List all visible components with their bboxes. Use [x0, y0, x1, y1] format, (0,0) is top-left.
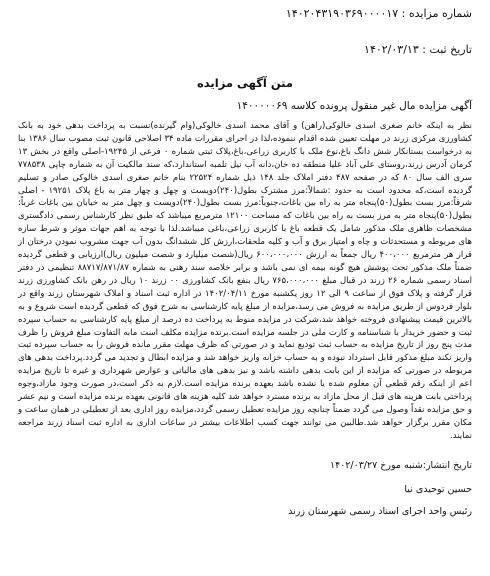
notice-subject: آگهی مزایده مال غیر منقول پرونده کلاسه ۱۴۰۰۰۰۰۶۹: [236, 100, 472, 112]
notice-body: نظر به اینکه خانم صغری اسدی خالوکی(راهن) و آقای محمد اسدی خالوکی(وام گیرنده)نسبت به پرداخت بدهی خود به بانک کشاورزی مرکزی زرند در مهلت تعیین شده اقدام ننموده،لذا در اجرای مقررات ماده ۳۴ اصلاحی قانون ثبت مصوب سال ۱۳۸۶ بنا به درخواست بستانکار شش دانگ باغ،نوع ملک با کاربری زراعی،باغ،پلاک ثبتی شماره ۰ فرعی از ۱۹۲۴۵-اصلی واقع در بخش ۱۳ کرمان آدرس زرند،روستای علی آباد علیا منطقه ده خان،دانه آب نیل تلمبه استاندارد،که سند مالکیت آن به شماره چاپی ۷۷۸۵۳۸ سری الف سال ۸۰ که در صفحه ۴۸۷ دفتر املاک جلد ۱۴۸ ذیل شماره ۲۲۵۲۴ بنام خانم صغری اسدی خالوکی صادر و تسلیم گردیده است،که محدود است به حدود :شمالاً:مرز مشترک بطول(۲۴۰)دویست و چهل و چهار متر به باغ پلاک ۱۹۲۵۱ - اصلی شرقاً:مرز بست بطول(۵۰)پنجاه متر به راه بین باغات،جنوباً:مرز بست بطول(۲۴۰)دویست و چهل متر به خیابان بین باغات غرباً: بطول(۵۰)پنجاه متر به مرز بست به راه بین باغات که مساحت ۱۲۱۰۰ مترمربع میباشد که طبق نظر کارشناس رسمی دادگستری مشخصات ظاهری ملک مذکور شامل یک قطعه باغ با کاربری زراعی،باغی میباشد.لذا با توجه به اهم جهات موثر و شرط سازه های مربوطه و مستحدثات و چاه و امتیاز برق و آب و کلیه ملحقات،ارزش کل ششدانگ بدون آب جهت مشروب نمودن درختان از قرار هر مترمربع ۴۰۰،۰۰۰ ریال جمعاً به ارزش ۶۰۰،۰۰۰،۰۰۰ ریال(شصت میلیارد و شصت میلیون ریال)ارزیابی و قطعی گردیده ضمناً ملک مذکور تحت پوشش هیچ گونه بیمه ای نمی باشد و برابر خلاصه سند رهنی به شماره ۸۸۷۱۷/۸۷۱/۸۷ تنظیمی در دفتر اسناد رسمی شماره ۲۶ زرند در قبال مبلغ ۷۶۵،۰۰۰،۰۰۰ ریال بنفع بانک کشاورزی ۰۰ زرند ۱۰ ریال در رهن بانک کشاورزی زرند قرار گرفته و پلاک فوق از ساعت ۹ الی ۱۲ روز یکشنبه مورخ ۱۴۰۲/۰۴/۱۱ در اداره ثبت اسناد و املاک شهرستان زرند واقع در بلوار فردوس از طریق مزایده به فروش می رسد،مزایده از مبلغ پایه کارشناسی به شرح فوق که قطعی گردیده است شروع و به بالاترین قیمت پیشنهادی فروخته خواهد شد،شرکت در مزایده منوط به پرداخت ده درصد از مبلغ پایه کارشناسی به حساب سپرده ثبت و حضور خریدار با شناسنامه و کارت ملی در جلسه مزایده است.برنده مزایده مکلف است مابه التفاوت مبلغ فروش را ظرف مدت پنج روز از تاریخ مزایده به حساب ثبت تودیع نماید و در صورتی که ظرف مهلت مقرر مانده فروش را به حساب سپرده ثبت واریز نکند مبلغ مذکور قابل استرداد نبوده و به حساب خزانه واریز خواهد شد و مزایده ابطال و تجدید می گردد.پرداخت بدهی های مربوطه در صورتی که مزایده از این بابت بدهی داشته باشد و نیز بدهی های مالیاتی و عوارض شهرداری و غیره تا تاریخ مزایده اعم از اینکه رقم قطعی آن معلوم شده یا نشده باشد بعهده برنده مزایده است.لازم به ذکر است،در صورت وجود مازاد،وجوه پرداختی بابت هزینه های قبل از محل مازاد به برنده مسترد خواهد شد کلیه هزینه های قانونی بعهده برنده مزایده است و نیم عشر و حق مزایده نقداً وصول می گردد ضمناً چنانچه روز مزایده تعطیل رسمی گردد،مزایده روز اداری بعد از تعطیلی در همان ساعت و مکان مقرر برگزار خواهد شد.طالبین می توانند جهت کسب اطلاعات بیشتر در ساعات اداری به اداره ثبت اسناد زرند مراجعه نمایند.: [18, 121, 472, 441]
registration-date: تاریخ ثبت : ۱۴۰۲/۰۳/۱۳: [364, 43, 472, 56]
publish-date: تاریخ انتشار:شنبه مورخ ۱۴۰۲/۰۳/۲۷: [329, 459, 472, 471]
auction-number: شماره مزایده : ۱۴۰۲۰۴۳۱۹۰۳۶۹۰۰۰۰۱۷: [285, 7, 472, 20]
signer-title: رئیس واحد اجرای اسناد رسمی شهرستان زرند: [288, 505, 472, 517]
notice-title: متن آگهی مزایده: [197, 76, 293, 90]
signer-name: حسین توحیدی نیا: [404, 483, 472, 495]
